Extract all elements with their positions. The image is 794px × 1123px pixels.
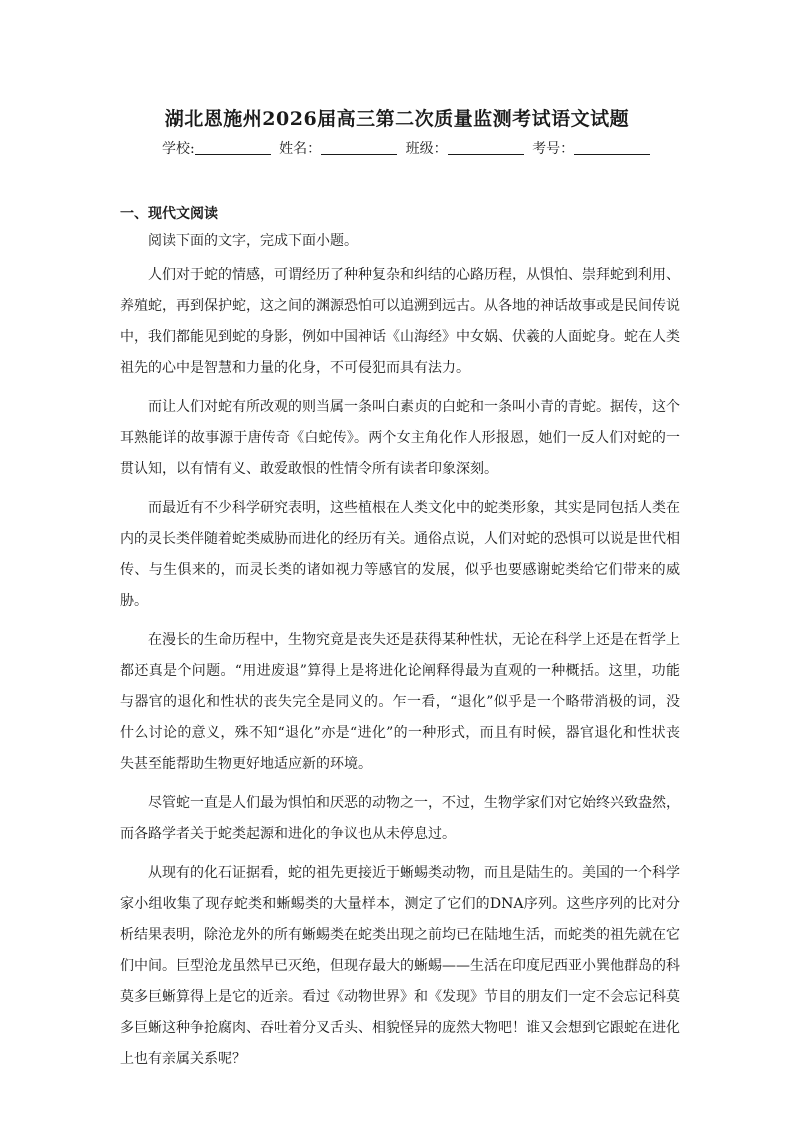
class-blank[interactable] bbox=[448, 140, 524, 155]
passage-paragraph: 从现有的化石证据看，蛇的祖先更接近于蜥蜴类动物，而且是陆生的。美国的一个科学家小组收集了现存蛇类和蜥蜴类的大量样本，测定了它们的DNA序列。这些序列的比对分析结果表明，除沧龙外的所有蜥蜴类在蛇类出现之前均已在陆地生活，而蛇类的祖先就在它们中间。巨型沧龙虽然早已灭绝，但现存最大的蜥蜴——生活在印度尼西亚小巽他群岛的科莫多巨蜥算得上是它的近亲。看过《动物世界》和《发现》节目的朋友们一定不会忘记科莫多巨蜥这种争抢腐肉、吞吐着分叉舌头、相貌怪异的庞然大物吧！谁又会想到它跟蛇在进化上也有亲属关系呢？ bbox=[120, 865, 680, 1067]
name-label: 姓名： bbox=[279, 141, 322, 157]
passage-paragraph: 而让人们对蛇有所改观的则当属一条叫白素贞的白蛇和一条叫小青的青蛇。据传，这个耳熟能详的故事源于唐传奇《白蛇传》。两个女主角化作人形报恩，她们一反人们对蛇的一贯认知，以有情有义、敢爱敢恨的性情令所有读者印象深刻。 bbox=[120, 399, 680, 477]
exam-number-label: 考号： bbox=[532, 141, 575, 157]
section-instruction: 阅读下面的文字，完成下面小题。 bbox=[148, 233, 358, 249]
section-heading: 一、现代文阅读 bbox=[120, 206, 218, 222]
class-label: 班级： bbox=[405, 141, 448, 157]
passage-paragraph: 在漫长的生命历程中，生物究竟是丧失还是获得某种性状，无论在科学上还是在哲学上都还真是个问题。“用进废退”算得上是将进化论阐释得最为直观的一种概括。这里，功能与器官的退化和性状的丧失完全是同义的。乍一看，“退化”似乎是一个略带消极的词，没什么讨论的意义，殊不知“退化”亦是“进化”的一种形式，而且有时候，器官退化和性状丧失甚至能帮助生物更好地适应新的环境。 bbox=[120, 632, 680, 772]
student-info-line bbox=[162, 138, 654, 158]
exam-number-blank[interactable] bbox=[574, 140, 650, 155]
school-label: 学校: bbox=[162, 141, 195, 157]
school-blank[interactable] bbox=[195, 140, 271, 155]
reading-passage bbox=[120, 260, 680, 1083]
passage-paragraph: 尽管蛇一直是人们最为惧怕和厌恶的动物之一，不过，生物学家们对它始终兴致盎然，而各路学者关于蛇类起源和进化的争议也从未停息过。 bbox=[120, 795, 680, 842]
exam-title: 湖北恩施州2026届高三第二次质量监测考试语文试题 bbox=[164, 108, 630, 130]
passage-paragraph: 人们对于蛇的情感，可谓经历了种种复杂和纠结的心路历程，从惧怕、崇拜蛇到利用、养殖蛇，再到保护蛇，这之间的渊源恐怕可以追溯到远古。从各地的神话故事或是民间传说中，我们都能见到蛇的身影，例如中国神话《山海经》中女娲、伏羲的人面蛇身。蛇在人类祖先的心中是智慧和力量的化身，不可侵犯而具有法力。 bbox=[120, 267, 680, 376]
name-blank[interactable] bbox=[321, 140, 397, 155]
passage-paragraph: 而最近有不少科学研究表明，这些植根在人类文化中的蛇类形象，其实是同包括人类在内的灵长类伴随着蛇类威胁而进化的经历有关。通俗点说，人们对蛇的恐惧可以说是世代相传、与生俱来的，而灵长类的诸如视力等感官的发展，似乎也要感谢蛇类给它们带来的威胁。 bbox=[120, 500, 680, 609]
